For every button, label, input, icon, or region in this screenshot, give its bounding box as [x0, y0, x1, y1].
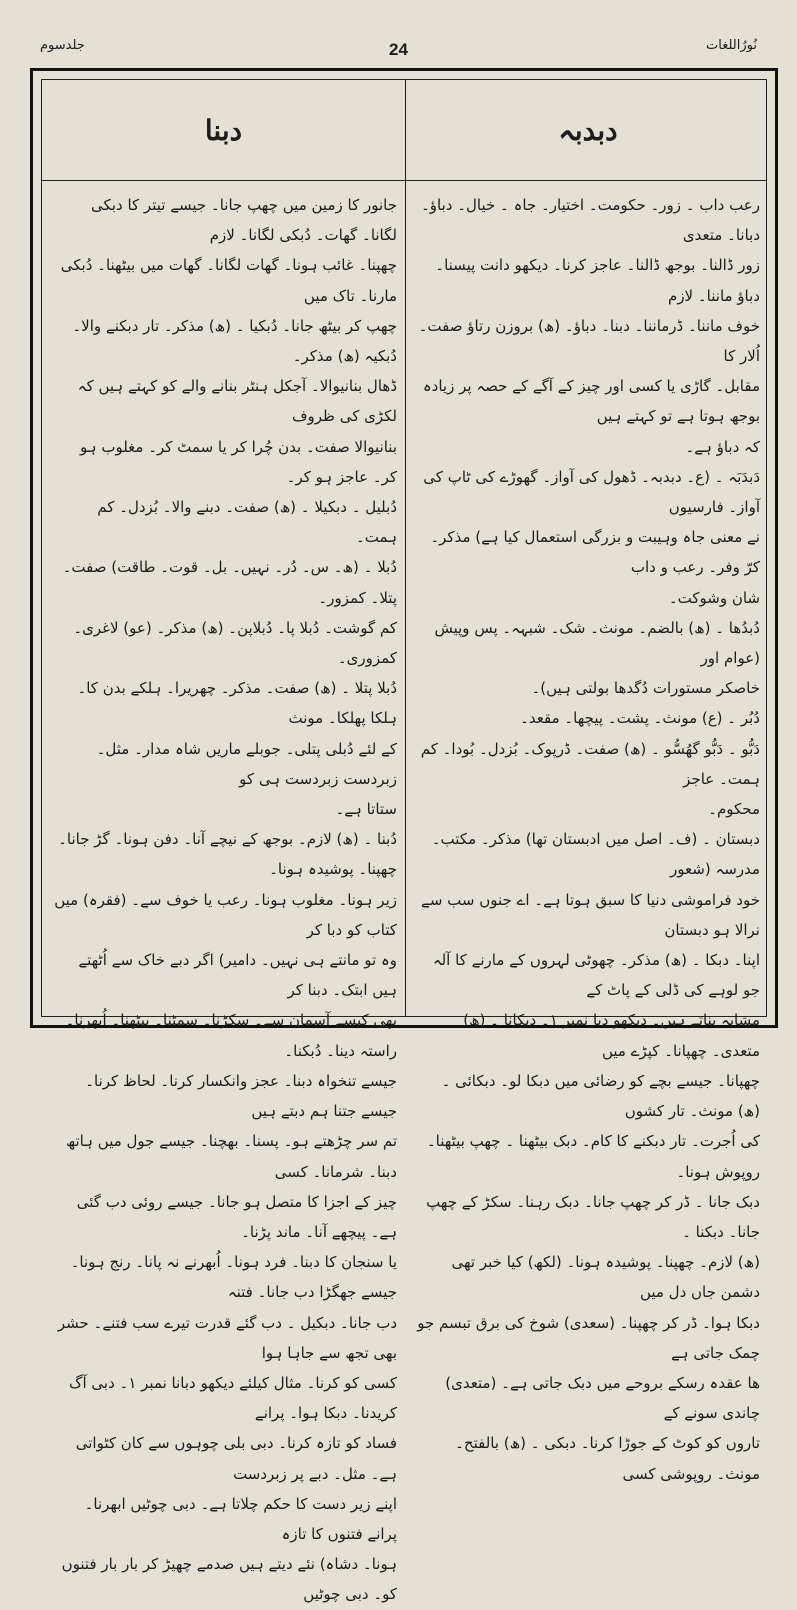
entry-line: بنانیوالا صفت۔ بدن چُرا کر یا سمٹ کر۔ مغلوب ہو کر۔ عاجز ہو کر۔ — [80, 437, 397, 486]
entry-line: چھپنا۔ غائب ہونا۔ گھات لگانا۔ گھات میں بیٹھنا۔ دُبکی مارنا۔ تاک میں — [60, 256, 397, 305]
entry-line: بھی کیسے آسمان سے۔ سکڑنا۔ سمٹنا۔ بیٹھنا۔ اُبھرنا۔ راستہ دینا۔ دُبکنا۔ — [65, 1011, 397, 1060]
entry-line: چھپ کر بیٹھ جانا۔ دُبکیا ۔ (ھ) مذکر۔ تار دبکنے والا۔ دُبکیہ (ھ) مذکر۔ — [72, 316, 397, 366]
page-frame — [30, 68, 778, 1604]
left-headword: دبنا — [204, 113, 243, 147]
volume-label: جلدسوم — [40, 38, 85, 53]
entry-line: چیز کے اجزا کا متصل ہو جانا۔ جیسے روئی دب گئی ہے۔ پیچھے آنا۔ ماند پڑنا۔ — [76, 1192, 397, 1241]
entry-line: دُبدُھا ۔ (ھ) بالضم۔ مونث۔ شک۔ شبہہ۔ پس وپیش (عوام اور — [434, 618, 760, 668]
header-divider — [42, 180, 766, 181]
entry-line: یا سنجان کا دبنا۔ فرد ہونا۔ اُبھرنے نہ پانا۔ رنج ہونا۔ جیسے جھگڑا دب جانا۔ فتنہ — [70, 1253, 397, 1302]
entry-line: نے معنی جاہ وہیبت و بزرگی استعمال کیا ہے) مذکر۔ کرّ وفر۔ رعب و داب — [430, 528, 760, 577]
book-title: نُورُاللغات — [706, 38, 757, 53]
entry-line: دب جانا۔ دبکیل ۔ دب گئے قدرت تیرے سب فتنے۔ حشر بھی تجھ سے جاہا ہوا — [57, 1313, 397, 1362]
entry-line: وہ تو مانتے ہی نہیں۔ دامیر) اگر دبے خاک سے اُٹھتے ہیں ابتک۔ دبنا کر — [78, 951, 397, 1000]
entry-line: دُبلیل ۔ دبکیلا ۔ (ھ) صفت۔ دبنے والا۔ بُزدل۔ کم ہمت۔ — [97, 498, 397, 547]
entry-line: ھا عقدہ رسکے بروحے میں دبک جاتی ہے۔ (متعدی) چاندی سونے کے — [445, 1373, 760, 1423]
entry-line: دَبُّو ۔ دَبُّو گھُسُّو ۔ (ھ) صفت۔ ڈرپوک۔ بُزدل۔ بُودا۔ کم ہمت۔ عاجز — [420, 739, 760, 788]
entry-line: محکوم۔ — [708, 800, 760, 819]
page-inner-border — [41, 79, 767, 1604]
entry-line: جیسے تنخواہ دبنا۔ عجز وانکسار کرنا۔ لحاظ کرنا۔ جیسے جتنا ہم دبتے ہیں — [85, 1071, 397, 1121]
entry-line: مشابہ بناتے ہیں۔ دیکھو دبا نمبر ۱۔ دبکانا ۔ (ھ) متعدی۔ چھپانا۔ کپڑے میں — [463, 1011, 760, 1060]
entry-line: شان وشوکت۔ — [668, 588, 760, 607]
entry-line: خوف ماننا۔ ڈرماننا۔ دبنا۔ دباؤ۔ (ھ) بروزن رتاؤ صفت۔ اُلار کا — [418, 316, 760, 366]
entry-line: اپنے زیر دست کا حکم چلاتا ہے۔ دبی چوٹیں ابھرنا۔ پرانے فتنوں کا تازہ — [84, 1494, 397, 1543]
right-headword: دبدبہ — [558, 113, 618, 147]
entry-line: جانور کا زمین میں چھپ جانا۔ جیسے تیتر کا دبکی لگانا۔ گھات۔ دُبکی لگانا۔ لازم — [91, 196, 397, 245]
entry-line: کسی کو کرنا۔ مثال کیلئے دیکھو دبانا نمبر ۱۔ دبی آگ کریدنا۔ دبکا ہوا۔ پرانے — [69, 1373, 397, 1423]
entry-line: ہونا۔ دشاہ) نئے دیتے ہیں صدمے چھیڑ کر بار بار فتنوں کو۔ دبی چوٹیں — [61, 1555, 397, 1604]
page-number: 24 — [389, 40, 408, 59]
entry-line: دبک جانا ۔ ڈر کر چھپ جانا۔ دبک رہنا۔ سکڑ کے چھپ جانا۔ دبکنا ۔ — [426, 1192, 760, 1241]
entry-line: کے لئے دُبلی پتلی۔ جوبلے ماریں شاہ مدار۔ مثل۔ زبردست زبردست ہی کو — [96, 739, 397, 788]
entry-line: دبکا ہوا۔ ڈر کر چھپنا۔ (سعدی) شوخ کی برق تبسم جو چمک جاتی ہے — [417, 1313, 760, 1362]
entry-line: دُبنا ۔ (ھ) لازم۔ بوجھ کے نیچے آنا۔ دفن ہونا۔ گڑ جانا۔ چھپنا۔ پوشیدہ ہونا۔ — [58, 830, 397, 879]
entry-line: ڈھال بنانیوالا۔ آجکل ہنٹر بنانے والے کو کہتے ہیں کہ لکڑی کی ظروف — [77, 377, 397, 426]
entry-line: خود فراموشی دنیا کا سبق ہوتا ہے۔ اے جنوں سب سے نرالا ہو دبستان — [421, 890, 760, 939]
entry-line: تاروں کو کوٹ کے جوڑا کرنا۔ دبکی ۔ (ھ) بالفتح۔ مونث۔ روپوشی کسی — [455, 1434, 760, 1483]
entry-line: دُبلا پتلا ۔ (ھ) صفت۔ مذکر۔ چھریرا۔ ہلکے بدن کا۔ ہلکا پھلکا۔ مونث — [77, 679, 397, 728]
entry-line: دَبدَبَہ ۔ (ع۔ دبدبہ۔ ڈھول کی آواز۔ گھوڑے کی ٹاپ کی آواز۔ فارسیوں — [423, 467, 760, 517]
column-divider — [405, 80, 406, 1016]
entry-line: کی اُجرت۔ تار دبکنے کا کام۔ دبک بیٹھنا ۔ چھپ بیٹھنا۔ روپوش ہونا۔ — [426, 1132, 760, 1181]
entry-line: رعب داب ۔ زور۔ حکومت۔ اختیار۔ جاہ ۔ خیال۔ دباؤ۔ دبانا۔ متعدی — [420, 196, 760, 245]
entry-line: خاصکر مستورات دُگدھا بولتی ہیں)۔ — [531, 679, 760, 698]
entry-line: چھپانا۔ جیسے بچے کو رضائی میں دبکا لو۔ دبکائی ۔ (ھ) مونث۔ تار کشوں — [441, 1071, 760, 1121]
left-column — [52, 190, 397, 1604]
entry-line: (ھ) لازم۔ چھپنا۔ پوشیدہ ہونا۔ (لکھ) کیا خبر تھی دشمن جاں دل میں — [451, 1253, 760, 1302]
entry-line: اپنا۔ دبکا ۔ (ھ) مذکر۔ چھوٹی لہروں کے مارنے کا آلہ جو لوہے کی ڈلی کے پاٹ کے — [432, 951, 760, 1000]
entry-line: مقابل۔ گاڑی یا کسی اور چیز کے آگے کے حصہ پر زیادہ بوجھ ہوتا ہے تو کہتے ہیں — [422, 377, 760, 426]
entry-line: زیر ہونا۔ مغلوب ہونا۔ رعب یا خوف سے۔ (فقرہ) میں کتاب کو دبا کر — [54, 890, 397, 939]
entry-line: ستاتا ہے۔ — [335, 800, 397, 819]
entry-line: تم سر چڑھتے ہو۔ پسنا۔ بھچنا۔ جیسے جول میں ہاتھ دبنا۔ شرمانا۔ کسی — [66, 1132, 397, 1181]
right-column — [416, 190, 760, 1483]
entry-line: کم گوشت۔ دُبلا پا۔ دُبلاپن۔ (ھ) مذکر۔ (عو) لاغری۔ کمزوری۔ — [73, 618, 397, 668]
entry-line: کہ دباؤ ہے۔ — [685, 437, 760, 456]
entry-line: فساد کو تازہ کرنا۔ دبی بلی چوہوں سے کان کٹواتی ہے۔ مثل۔ دبے پر زبردست — [75, 1434, 397, 1483]
entry-line: دبستان ۔ (ف۔ اصل میں ادبستان تھا) مذکر۔ مکتب۔ مدرسہ (شعور — [431, 830, 760, 879]
entry-line: دُبُر ۔ (ع) مونث۔ پشت۔ پیچھا۔ مقعد۔ — [520, 709, 760, 728]
entry-line: زور ڈالنا۔ بوجھ ڈالنا۔ عاجز کرنا۔ دیکھو دانت پیسنا۔ دباؤ ماننا۔ لازم — [435, 256, 760, 305]
entry-line: دُبلا ۔ (ھ۔ س۔ دُر۔ نہیں۔ بل۔ قوت۔ طاقت) صفت۔ پتلا۔ کمزور۔ — [62, 558, 397, 607]
